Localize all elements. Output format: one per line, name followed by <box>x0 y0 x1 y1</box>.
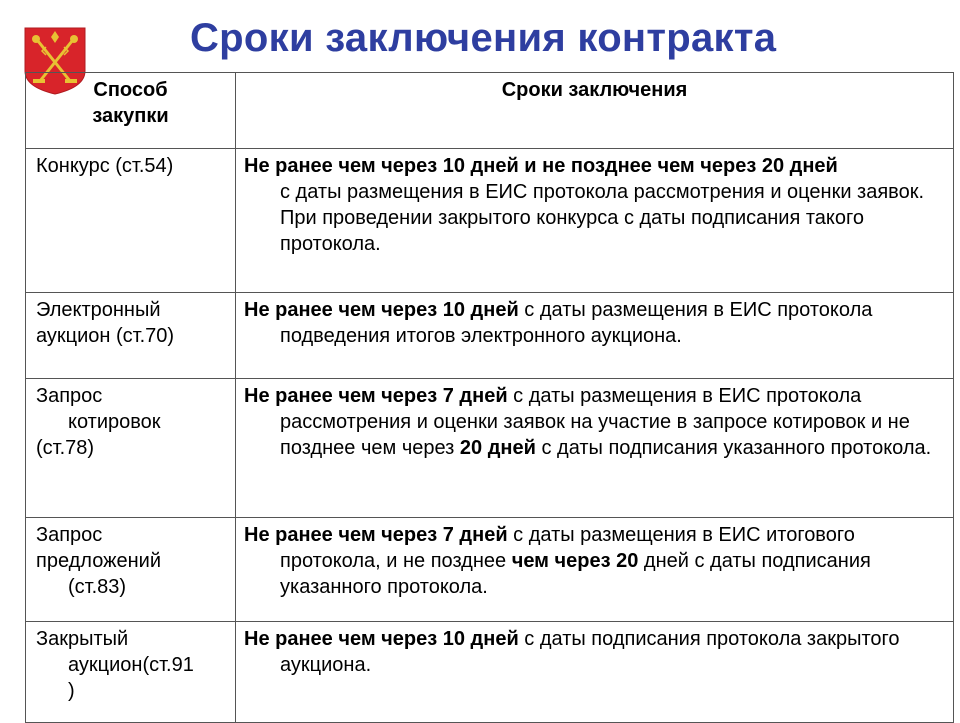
deadline-text <box>244 297 945 349</box>
row-deadline-cell <box>236 379 954 518</box>
table-row <box>26 379 954 518</box>
table-row <box>26 293 954 379</box>
method-line: Запрос <box>36 385 103 407</box>
method-line: котировок <box>68 411 161 433</box>
method-line: (ст.78) <box>36 437 95 459</box>
deadline-text <box>244 153 945 257</box>
contract-terms-table <box>25 72 954 723</box>
deadline-text <box>244 383 945 461</box>
method-line: аукцион (ст.70) <box>36 325 175 347</box>
table-row <box>26 149 954 293</box>
row-method-cell <box>26 149 236 293</box>
method-line: предложений <box>36 550 161 572</box>
deadline-normal: с даты подписания протокола закрытого аукциона. <box>280 628 900 676</box>
method-line: Запрос <box>36 524 103 546</box>
table-row <box>26 518 954 622</box>
deadline-normal: с даты размещения в ЕИС итогового протокола, и не позднее <box>280 524 855 572</box>
row-method-cell <box>26 518 236 622</box>
deadline-normal: с даты подписания указанного протокола. <box>535 437 932 459</box>
deadline-bold: Не ранее чем через 10 дней <box>244 628 519 650</box>
method-line: Электронный <box>36 299 161 321</box>
deadline-bold: Не ранее чем через 7 дней <box>244 385 508 407</box>
deadline-text <box>244 626 945 678</box>
row-method-cell <box>26 379 236 518</box>
header-method-line-2: закупки <box>92 105 169 127</box>
row-method-cell <box>26 622 236 723</box>
method-line: (ст.83) <box>68 576 127 598</box>
row-deadline-cell <box>236 622 954 723</box>
method-line: Закрытый <box>36 628 129 650</box>
deadline-normal: с даты размещения в ЕИС протокола подведения итогов электронного аукциона. <box>280 299 873 347</box>
header-method <box>26 73 236 149</box>
row-method-cell <box>26 293 236 379</box>
deadline-bold: Не ранее чем через 10 дней <box>244 299 519 321</box>
deadline-bold: 20 дней <box>459 437 536 459</box>
page-title: Сроки заключения контракта <box>190 16 777 60</box>
header-method-line-1: Способ <box>93 79 168 101</box>
row-deadline-cell <box>236 293 954 379</box>
deadline-bold: Не ранее чем через 7 дней <box>244 524 508 546</box>
deadline-text <box>244 522 945 600</box>
deadline-normal: с даты размещения в ЕИС протокола рассмотрения и оценки заявок. При проведении закрытого конкурса с даты подписания такого протокола. <box>280 181 924 255</box>
row-deadline-cell <box>236 518 954 622</box>
deadline-normal: с даты размещения в ЕИС протокола рассмотрения и оценки заявок на участие в запросе котировок и не позднее чем через <box>280 385 910 459</box>
deadline-bold: Не ранее чем через 10 дней и не позднее чем через 20 дней <box>244 155 838 177</box>
method-line: ) <box>68 680 75 702</box>
method-line: аукцион(ст.91 <box>68 654 194 676</box>
table-header-row <box>26 73 954 149</box>
deadline-bold: чем через 20 <box>511 550 639 572</box>
header-terms: Сроки заключения <box>236 73 954 149</box>
deadline-normal: дней с даты подписания указанного протокола. <box>280 550 871 598</box>
method-line: Конкурс (ст.54) <box>36 155 174 177</box>
table-row <box>26 622 954 723</box>
row-deadline-cell <box>236 149 954 293</box>
